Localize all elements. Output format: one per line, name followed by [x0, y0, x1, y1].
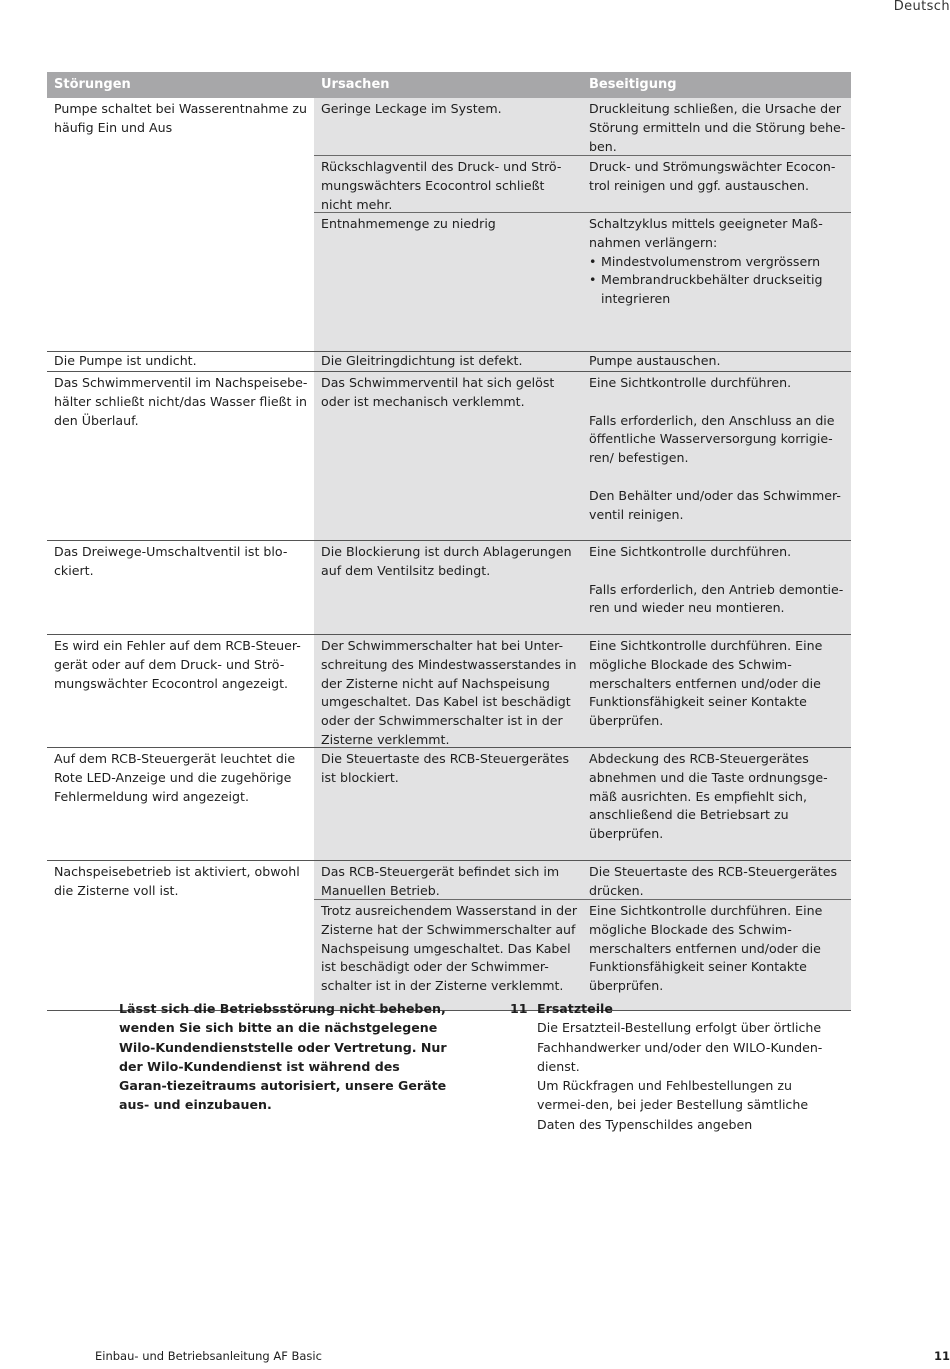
cause-text: Trotz ausreichendem Wasserstand in der Zisterne hat der Schwimmerschalter auf Nachspeisung umgeschaltet. Das Kabel ist beschädigt oder der Schwimmer-schalter ist in der Zisterne verklemmt. [321, 903, 578, 994]
table-row [47, 98, 851, 352]
header-remedy: Beseitigung [589, 77, 677, 92]
fault-text: Nachspeisebetrieb ist aktiviert, obwohl die Zisterne voll ist. [54, 864, 300, 898]
page-number: 11 [933, 1349, 950, 1363]
cause-text: Die Gleitringdichtung ist defekt. [321, 353, 523, 368]
table-row [47, 352, 851, 372]
fault-text: Das Schwimmerventil im Nachspeisebe-hälter schließt nicht/das Wasser fließt in den Überlauf. [54, 375, 308, 428]
remedy-text: Abdeckung des RCB-Steuergerätes abnehmen und die Taste ordnungsge-mäß ausrichten. Es empfiehlt sich, anschließend die Betriebsart zu überprüfen. [589, 751, 828, 842]
remedy-text: Die Steuertaste des RCB-Steuergerätes drücken. [589, 864, 838, 898]
table-row [47, 748, 851, 861]
section-number: 11 [510, 1001, 528, 1016]
cause-text: Rückschlagventil des Druck- und Strö-mungswächters Ecocontrol schließt nicht mehr. [321, 159, 562, 212]
remedy-text: Schaltzyklus mittels geeigneter Maß-nahmen verlängern: • Mindestvolumenstrom vergrössern • Membrandruckbehälter druckseitig integrieren [582, 213, 851, 325]
remedy-text: Eine Sichtkontrolle durchführen. Eine mögliche Blockade des Schwim-merschalters entfernen und/oder die Funktionsfähigkeit seiner Kontakte überprüfen. [589, 638, 823, 729]
fault-text: Auf dem RCB-Steuergerät leuchtet die Rote LED-Anzeige und die zugehörige Fehlermeldung wird angezeigt. [54, 751, 296, 804]
service-note: Lässt sich die Betriebsstörung nicht beheben, wenden Sie sich bitte an die nächstgelegene Wilo-Kundendienststelle oder Vertretung. Nur der Wilo-Kundendienst ist während des Garan-tiezeitraums autorisiert, unsere Geräte aus- und einzubauen. [119, 1001, 447, 1113]
cause-text: Der Schwimmerschalter hat bei Unter-schreitung des Mindestwasserstandes in der Zisterne nicht auf Nachspeisung umgeschaltet. Das Kabel ist beschädigt oder der Schwimmerschalter ist in der Zisterne verklemmt. [321, 638, 577, 747]
remedy-text: Eine Sichtkontrolle durchführen. Eine mögliche Blockade des Schwim-merschalters entfernen und/oder die Funktionsfähigkeit seiner Kontakte überprüfen. [589, 903, 823, 994]
list-item: • Membrandruckbehälter druckseitig integrieren [589, 271, 847, 309]
fault-text: Es wird ein Fehler auf dem RCB-Steuer-gerät oder auf dem Druck- und Strö-mungswächter Ecocontrol angezeigt. [54, 638, 301, 691]
remedy-text: Eine Sichtkontrolle durchführen. Falls erforderlich, den Antrieb demontie-ren und wieder neu montieren. [589, 544, 844, 616]
cause-text: Die Blockierung ist durch Ablagerungen auf dem Ventilsitz bedingt. [321, 544, 572, 578]
language-label: Deutsch [893, 0, 950, 14]
table-header [47, 72, 851, 98]
spare-parts-section [510, 999, 840, 1134]
remedy-text: Pumpe austauschen. [589, 353, 721, 368]
remedy-text: Druckleitung schließen, die Ursache der Störung ermitteln und die Störung behe-ben. [589, 101, 846, 154]
remedy-text: Eine Sichtkontrolle durchführen. Falls erforderlich, den Anschluss an die öffentliche Wasserversorgung korrigie-ren/ befestigen. Den Behälter und/oder das Schwimmer-ventil reinigen. [589, 375, 841, 522]
cause-text: Die Steuertaste des RCB-Steuergerätes ist blockiert. [321, 751, 570, 785]
fault-text: Die Pumpe ist undicht. [54, 353, 197, 368]
table-row [47, 372, 851, 541]
cause-text: Das Schwimmerventil hat sich gelöst oder ist mechanisch verklemmt. [321, 375, 555, 409]
table-row [47, 635, 851, 748]
remedy-bullet-list [589, 253, 847, 309]
footer-title: Einbau- und Betriebsanleitung AF Basic [95, 1349, 322, 1363]
troubleshooting-table [47, 72, 851, 1011]
header-faults: Störungen [54, 77, 131, 92]
table-row [47, 861, 851, 1011]
list-item: • Mindestvolumenstrom vergrössern [589, 253, 847, 272]
paragraph: Um Rückfragen und Fehlbestellungen zu vermei-den, bei jeder Bestellung sämtliche Daten des Typenschildes angeben [537, 1078, 809, 1132]
fault-text: Pumpe schaltet bei Wasserentnahme zu häufig Ein und Aus [54, 101, 308, 135]
cause-text: Geringe Leckage im System. [321, 101, 502, 116]
header-causes: Ursachen [321, 77, 390, 92]
remedy-text: Druck- und Strömungswächter Ecocon-trol reinigen und ggf. austauschen. [589, 159, 836, 193]
section-title: Ersatzteile [537, 1001, 613, 1016]
table-row [47, 541, 851, 635]
paragraph: Die Ersatzteil-Bestellung erfolgt über örtliche Fachhandwerker und/oder den WILO-Kunden-dienst. [537, 1020, 823, 1074]
cause-text: Entnahmemenge zu niedrig [321, 216, 496, 231]
section-heading [510, 999, 840, 1018]
fault-text: Das Dreiwege-Umschaltventil ist blo-ckiert. [54, 544, 288, 578]
cause-text: Das RCB-Steuergerät befindet sich im Manuellen Betrieb. [321, 864, 560, 898]
